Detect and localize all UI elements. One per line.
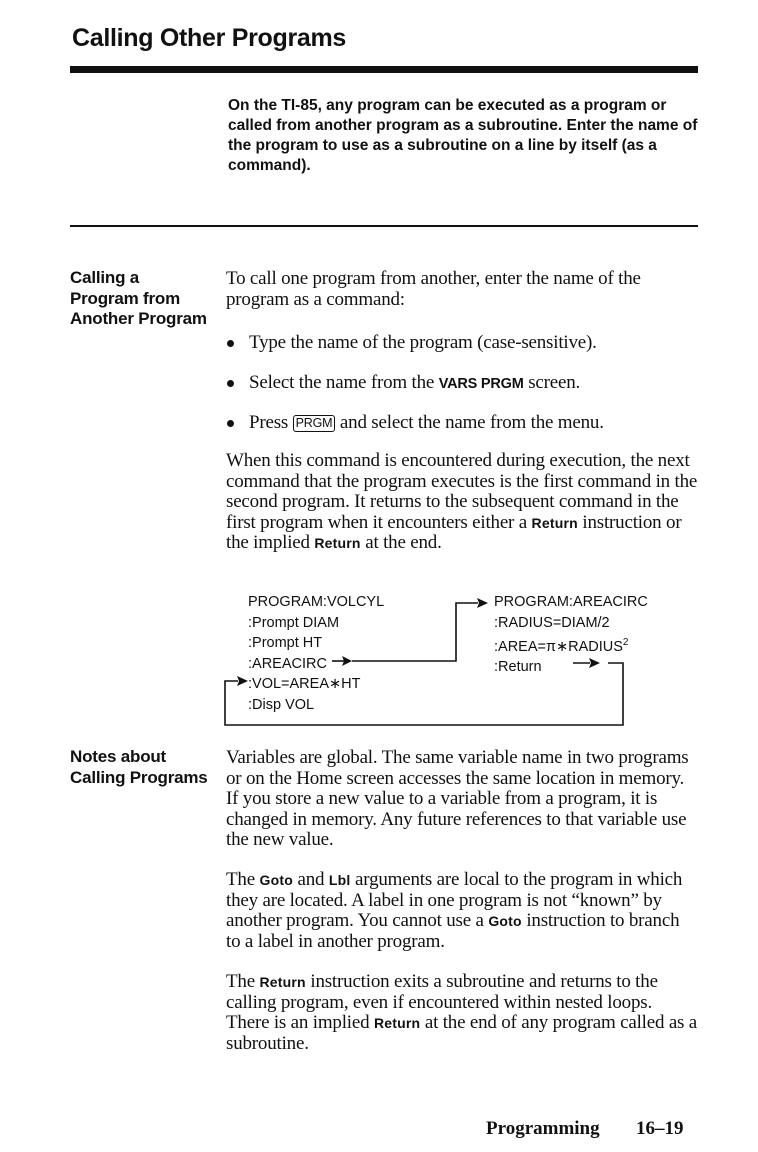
intro-text: On the TI-85, any program can be executed as a program or called from another program as a subroutine. Enter the name of the program to use as a subroutine on a line by itself (as a command). xyxy=(228,97,698,174)
footer-section-name: Programming xyxy=(486,1118,600,1139)
para-text: When this command is encountered during execution, the next command that the program executes is the first command in the second program. It returns to the subsequent command in the first program when it encounters either a xyxy=(226,450,698,533)
keyword-return: Return xyxy=(259,974,306,990)
bullet-icon xyxy=(227,380,234,387)
program-volcyl-listing xyxy=(248,592,384,715)
bullet-icon xyxy=(227,420,234,427)
title-rule xyxy=(70,66,698,73)
section-heading-notes xyxy=(70,747,208,788)
para-text: instruction or the implied xyxy=(226,511,682,553)
code-line: :Prompt HT xyxy=(248,635,323,651)
para-text: arguments are local to the program in which they are located. A label in one program is not “known” by another program. You cannot use a xyxy=(226,869,683,931)
bullet-list xyxy=(226,333,696,453)
heading-line: Calling Programs xyxy=(70,767,208,787)
bullet-item xyxy=(226,373,696,393)
keyword-return: Return xyxy=(314,535,361,551)
code-line: :Return xyxy=(494,659,542,676)
bullet-icon xyxy=(227,340,234,347)
return-paragraph xyxy=(226,972,698,1054)
page-number: 16–19 xyxy=(636,1118,684,1139)
heading-line: Notes about xyxy=(70,747,167,766)
para-text: at the end. xyxy=(360,532,442,553)
bullet-text: Select the name from the xyxy=(249,372,439,393)
keyword-return: Return xyxy=(531,514,578,531)
code-line: :Disp VOL xyxy=(248,696,315,713)
code-line: PROGRAM:AREACIRC xyxy=(494,594,648,610)
bullet-text: and select the name from the menu. xyxy=(335,412,604,433)
para-text: The xyxy=(226,869,260,890)
code-line: :VOL=AREA∗HT xyxy=(248,676,361,692)
code-line: :AREACIRC xyxy=(248,655,327,672)
page-title: Calling Other Programs xyxy=(72,24,347,52)
bullet-item xyxy=(226,333,696,353)
keyword-goto: Goto xyxy=(259,872,293,888)
labels-paragraph xyxy=(226,870,698,952)
code-line: :Prompt DIAM xyxy=(248,614,340,631)
para-text: instruction to branch to a label in another program. xyxy=(226,910,680,952)
section-divider xyxy=(70,225,698,227)
prgm-key-icon: PRGM xyxy=(293,415,336,432)
heading-line: Another Program xyxy=(70,309,207,328)
para-text: The xyxy=(226,971,260,992)
code-text: :AREA=π∗RADIUS xyxy=(494,638,623,655)
bullet-text: Type the name of the program (case-sensitive). xyxy=(249,332,597,353)
superscript: 2 xyxy=(622,637,629,648)
keyword-return: Return xyxy=(373,1015,421,1031)
heading-line: Calling a xyxy=(70,268,140,287)
keyword-goto: Goto xyxy=(488,913,522,929)
para-text: and xyxy=(292,869,329,890)
menu-name: VARS PRGM xyxy=(438,376,524,392)
code-line: PROGRAM:VOLCYL xyxy=(248,594,385,610)
globals-paragraph: Variables are global. The same variable name in two programs or on the Home screen accesses the same location in memory. If you store a new value to a variable from a program, it is changed in memory. Any future references to that variable use the new value. xyxy=(226,747,689,850)
heading-line: Program from xyxy=(70,288,181,308)
program-areacirc-listing xyxy=(494,592,648,678)
para-text: at the end of any program called as a subroutine. xyxy=(226,1012,698,1054)
bullet-item xyxy=(226,413,696,433)
section-heading-calling-program xyxy=(70,268,207,330)
code-line: :RADIUS=DIAM/2 xyxy=(494,614,610,631)
lead-paragraph: To call one program from another, enter the name of the program as a command: xyxy=(226,268,641,310)
bullet-text: Press xyxy=(249,412,293,433)
execution-paragraph xyxy=(226,451,698,554)
code-line xyxy=(494,633,648,657)
keyword-lbl: Lbl xyxy=(328,872,351,888)
para-text: instruction exits a subroutine and returns to the calling program, even if encountered within nested loops. There is an implied xyxy=(226,971,658,1033)
bullet-text: screen. xyxy=(523,372,581,393)
